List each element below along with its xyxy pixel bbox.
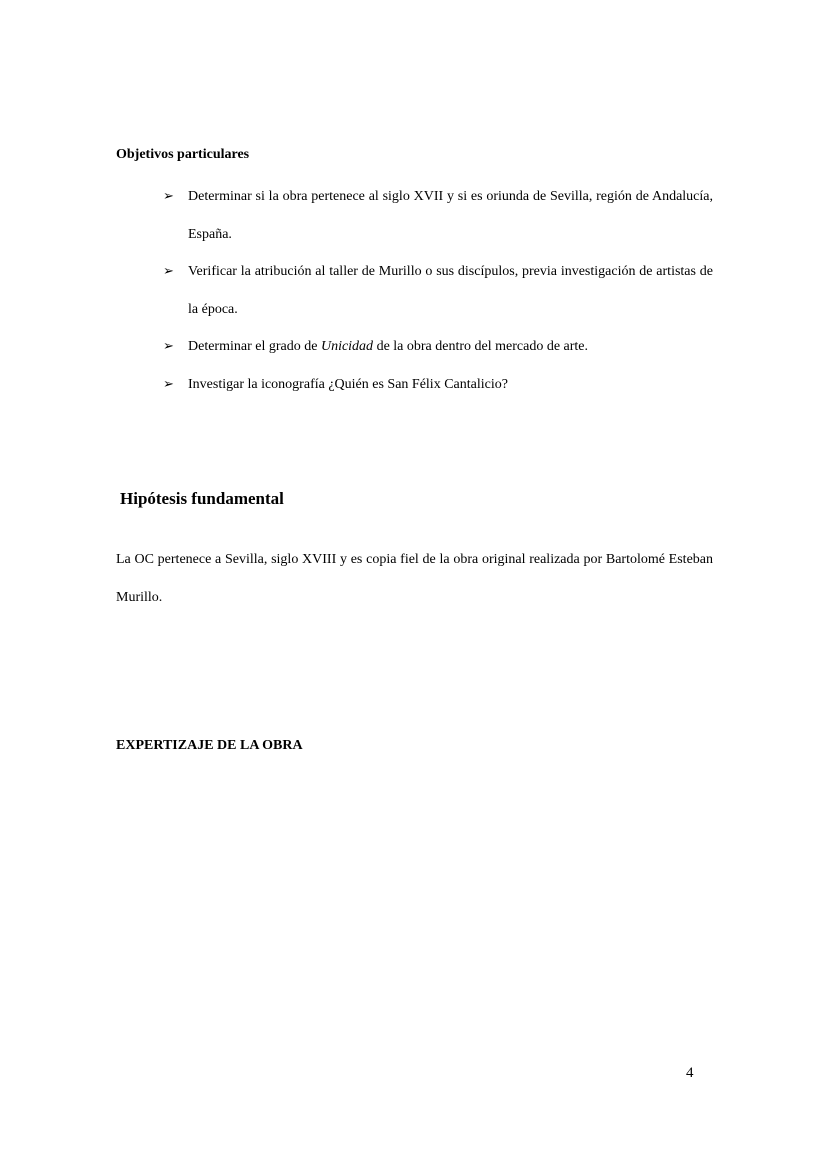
list-item-text: Determinar si la obra pertenece al siglo XVII y si es oriunda de Sevilla, región de Andalucía, España. (188, 189, 713, 242)
list-item-text: Verificar la atribución al taller de Murillo o sus discípulos, previa investigación de artistas de la época. (188, 264, 713, 317)
objectives-list (163, 178, 713, 403)
arrow-bullet-icon: ➢ (163, 376, 174, 392)
arrow-bullet-icon: ➢ (163, 264, 174, 279)
arrow-bullet-icon: ➢ (163, 339, 174, 354)
list-item-text-after: de la obra dentro del mercado de arte. (373, 339, 589, 354)
list-item (163, 253, 713, 328)
page-number: 4 (686, 1065, 694, 1081)
expertise-heading: EXPERTIZAJE DE LA OBRA (116, 738, 303, 753)
list-item-emphasis: Unicidad (320, 339, 374, 354)
list-item-text: Investigar la iconografía ¿Quién es San Félix Cantalicio? (188, 376, 508, 392)
hypothesis-paragraph: La OC pertenece a Sevilla, siglo XVIII y es copia fiel de la obra original realizada por Bartolomé Esteban Murillo. (116, 552, 713, 605)
list-item (163, 328, 713, 366)
list-item-text-before: Determinar el grado de (188, 339, 321, 354)
list-item (163, 178, 713, 253)
list-item (163, 366, 713, 404)
hypothesis-heading: Hipótesis fundamental (120, 489, 284, 508)
objectives-heading: Objetivos particulares (116, 147, 250, 162)
arrow-bullet-icon: ➢ (163, 189, 174, 204)
